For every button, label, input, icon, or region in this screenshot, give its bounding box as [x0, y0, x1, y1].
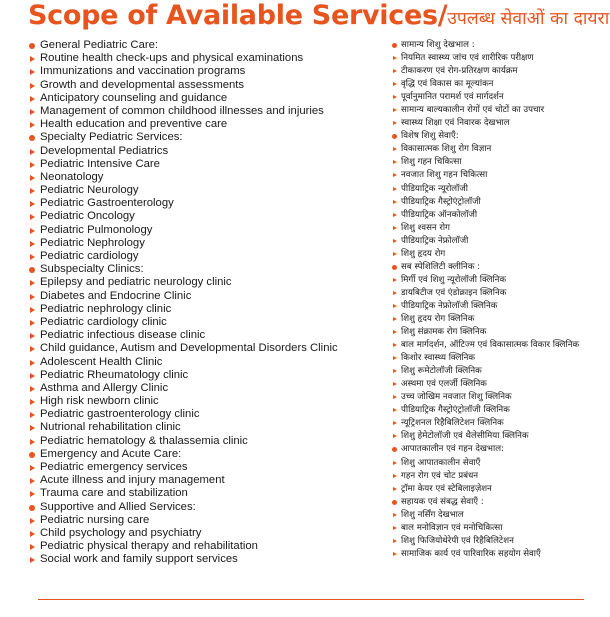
bullet-arrow-icon — [30, 531, 35, 537]
list-item-text: Pediatric Intensive Care — [40, 157, 160, 170]
list-item-text: Subspecialty Clinics: — [40, 263, 144, 276]
list-item-text: पीडियाट्रिक ऑनकोलॉजी — [401, 209, 478, 220]
list-item — [28, 316, 380, 329]
bullet-arrow-icon — [30, 201, 35, 207]
list-item — [28, 303, 380, 316]
bullet-arrow-icon — [393, 69, 397, 73]
bullet-arrow-icon — [393, 121, 397, 125]
list-item — [28, 329, 380, 342]
list-item-text: Anticipatory counseling and guidance — [40, 91, 228, 104]
list-item-text: Pediatric Pulmonology — [40, 223, 153, 236]
list-item-text: Nutrional rehabilitation clinic — [40, 421, 181, 434]
bullet-dot-icon — [392, 134, 397, 139]
list-item-text: स्वास्थ्य शिक्षा एवं निवारक देखभाल — [401, 118, 510, 129]
list-item — [28, 118, 380, 131]
bullet-arrow-icon — [393, 108, 397, 112]
bullet-arrow-icon — [30, 320, 35, 326]
bullet-dot-icon — [29, 135, 35, 141]
bullet-dot-icon — [29, 505, 35, 511]
list-item — [392, 470, 610, 483]
bullet-arrow-icon — [30, 109, 35, 115]
category-heading — [28, 131, 380, 144]
list-item-text: सामाजिक कार्य एवं पारिवारिक सहयोग सेवाएँ — [401, 548, 541, 559]
list-item — [28, 382, 380, 395]
list-item-text: Developmental Pediatrics — [40, 144, 169, 157]
bullet-arrow-icon — [393, 513, 397, 517]
bullet-arrow-icon — [393, 434, 397, 438]
list-item — [28, 369, 380, 382]
list-item-text: Pediatric Neurology — [40, 184, 139, 197]
list-item — [392, 143, 610, 156]
list-item-text: Pediatric Nephrology — [40, 236, 145, 249]
list-item-text: ट्रॉमा केयर एवं स्टेबिलाइज़ेशन — [401, 483, 492, 494]
list-item — [28, 342, 380, 355]
page-title-english: Scope of Available Services/ — [28, 0, 448, 31]
list-item-text: पीडियाट्रिक नेफ्रोलॉजी क्लिनिक — [401, 300, 498, 311]
list-item — [28, 224, 380, 237]
list-item-text: Social work and family support services — [40, 553, 238, 566]
bullet-arrow-icon — [30, 346, 35, 352]
list-item-text: Pediatric emergency services — [40, 461, 188, 473]
list-item — [392, 209, 610, 222]
list-item — [392, 535, 610, 548]
list-item — [392, 430, 610, 443]
list-item-text: शिशु हेमेटोलॉजी एवं थैलेसीमिया क्लिनिक — [401, 431, 529, 442]
list-item — [28, 237, 380, 250]
list-item-text: पीडियाट्रिक नेफ्रोलॉजी — [401, 235, 469, 246]
bullet-arrow-icon — [393, 173, 397, 177]
bullet-arrow-icon — [30, 56, 35, 62]
list-item-text: बाल मार्गदर्शन, ऑटिज्म एवं विकासात्मक विकार क्लिनिक — [401, 340, 580, 351]
list-item — [392, 509, 610, 522]
list-item — [392, 287, 610, 300]
list-item — [28, 250, 380, 263]
list-item-text: Trauma care and stabilization — [40, 487, 188, 500]
list-item-text: Pediatric Oncology — [40, 210, 135, 223]
list-item — [392, 339, 610, 352]
bullet-arrow-icon — [393, 95, 397, 99]
list-item-text: Pediatric Rheumatology clinic — [40, 368, 189, 381]
list-item-text: गहन रोग एवं चोट प्रबंधन — [401, 470, 479, 481]
english-services-list — [28, 39, 380, 567]
bullet-arrow-icon — [393, 330, 397, 334]
category-heading — [392, 496, 610, 509]
category-heading — [392, 261, 610, 274]
list-item-text: अस्थमा एवं एलर्जी क्लिनिक — [401, 379, 487, 390]
list-item — [392, 404, 610, 417]
list-item-text: डायबिटीज एवं एंडोक्राइन क्लिनिक — [401, 287, 507, 298]
list-item — [392, 235, 610, 248]
bullet-arrow-icon — [393, 278, 397, 282]
list-item-text: Specialty Pediatric Services: — [40, 131, 183, 144]
list-item — [392, 391, 610, 404]
bullet-dot-icon — [29, 452, 35, 458]
list-item — [392, 78, 610, 91]
bullet-arrow-icon — [393, 304, 397, 308]
list-item-text: Management of common childhood illnesses and injuries — [40, 104, 324, 117]
list-item-text: Epilepsy and pediatric neurology clinic — [40, 276, 232, 289]
list-item — [28, 210, 380, 223]
list-item-text: Supportive and Allied Services: — [40, 500, 196, 513]
bullet-arrow-icon — [393, 356, 397, 360]
list-item-text: Routine health check-ups and physical examinations — [40, 52, 304, 65]
list-item — [392, 313, 610, 326]
list-item — [392, 483, 610, 496]
list-item — [28, 421, 380, 434]
bottom-divider — [38, 599, 584, 600]
bullet-arrow-icon — [30, 188, 35, 194]
hindi-services-list — [392, 39, 610, 561]
list-item-text: किशोर स्वास्थ्य क्लिनिक — [401, 353, 476, 364]
list-item — [28, 514, 380, 527]
bullet-arrow-icon — [393, 187, 397, 191]
list-item — [28, 276, 380, 289]
list-item — [392, 52, 610, 65]
bullet-arrow-icon — [393, 291, 397, 295]
category-heading — [28, 263, 380, 276]
bullet-arrow-icon — [393, 82, 397, 86]
bullet-dot-icon — [29, 43, 35, 49]
bullet-arrow-icon — [30, 373, 35, 379]
list-item — [392, 326, 610, 339]
list-item-text: Pediatric infectious disease clinic — [40, 329, 206, 342]
list-item-text: Pediatric hematology & thalassemia clinic — [40, 434, 248, 447]
bullet-arrow-icon — [393, 474, 397, 478]
list-item — [28, 105, 380, 118]
list-item — [392, 222, 610, 235]
list-item — [28, 553, 380, 566]
list-item-text: Immunizations and vaccination programs — [40, 65, 246, 78]
category-heading — [28, 39, 380, 52]
list-item — [28, 92, 380, 105]
list-item-text: Diabetes and Endocrine Clinic — [40, 289, 192, 302]
bullet-arrow-icon — [30, 425, 35, 431]
list-item — [28, 197, 380, 210]
list-item-text: Pediatric physical therapy and rehabilitation — [40, 540, 258, 553]
list-item — [28, 461, 380, 474]
category-heading — [28, 448, 380, 461]
list-item — [28, 356, 380, 369]
bullet-arrow-icon — [393, 382, 397, 386]
list-item-text: Health education and preventive care — [40, 118, 228, 131]
list-item — [392, 457, 610, 470]
list-item-text: High risk newborn clinic — [40, 395, 159, 408]
list-item — [392, 352, 610, 365]
bullet-arrow-icon — [30, 518, 35, 524]
page-title-hindi: उपलब्ध सेवाओं का दायरा — [447, 9, 610, 29]
list-item — [392, 117, 610, 130]
list-item-text: Growth and developmental assessments — [40, 78, 245, 91]
bullet-arrow-icon — [393, 317, 397, 321]
list-item-text: नियमित स्वास्थ्य जांच एवं शारीरिक परीक्षण — [401, 53, 534, 64]
list-item-text: विकासात्मक शिशु रोग विज्ञान — [401, 144, 492, 155]
bullet-arrow-icon — [30, 96, 35, 102]
bullet-arrow-icon — [30, 307, 35, 313]
bullet-arrow-icon — [30, 175, 35, 181]
bullet-arrow-icon — [30, 399, 35, 405]
category-heading — [392, 443, 610, 456]
bullet-arrow-icon — [393, 526, 397, 530]
bullet-arrow-icon — [393, 213, 397, 217]
bullet-arrow-icon — [30, 294, 35, 300]
list-item — [28, 435, 380, 448]
bullet-dot-icon — [392, 500, 397, 505]
bullet-arrow-icon — [30, 544, 35, 550]
list-item — [28, 487, 380, 500]
bullet-arrow-icon — [30, 83, 35, 89]
list-item-text: Acute illness and injury management — [40, 474, 225, 487]
list-item-text: सहायक एवं संबद्ध सेवाएँ : — [401, 496, 484, 507]
bullet-arrow-icon — [393, 421, 397, 425]
list-item-text: पूर्वानुमानित परामर्श एवं मार्गदर्शन — [401, 92, 504, 103]
list-item-text: वृद्धि एवं विकास का मूल्यांकन — [401, 79, 494, 90]
bullet-dot-icon — [392, 265, 397, 270]
list-item-text: Pediatric cardiology — [40, 250, 139, 262]
bullet-arrow-icon — [30, 412, 35, 418]
bullet-arrow-icon — [30, 122, 35, 128]
list-item — [28, 79, 380, 92]
bullet-arrow-icon — [393, 552, 397, 556]
list-item-text: शिशु रूमेटोलॉजी क्लिनिक — [401, 366, 482, 377]
list-item — [28, 540, 380, 553]
category-heading — [28, 501, 380, 514]
bullet-arrow-icon — [30, 69, 35, 75]
bullet-arrow-icon — [393, 408, 397, 412]
list-item-text: Child psychology and psychiatry — [40, 526, 202, 539]
list-item — [392, 300, 610, 313]
list-item-text: पीडियाट्रिक न्यूरोलॉजी — [401, 183, 468, 194]
list-item-text: शिशु फिजियोथेरेपी एवं रिहैबिलिटेशन — [401, 535, 514, 546]
bullet-arrow-icon — [30, 254, 35, 260]
bullet-arrow-icon — [30, 214, 35, 220]
list-item — [392, 378, 610, 391]
list-item-text: Emergency and Acute Care: — [40, 447, 182, 460]
list-item-text: शिशु हृदय रोग क्लिनिक — [401, 313, 475, 324]
bullet-dot-icon — [392, 43, 397, 48]
bullet-arrow-icon — [30, 360, 35, 366]
list-item — [392, 522, 610, 535]
list-item-text: आपातकालीन एवं गहन देखभाल: — [401, 444, 504, 455]
list-item — [392, 417, 610, 430]
bullet-arrow-icon — [30, 386, 35, 392]
bullet-arrow-icon — [30, 162, 35, 168]
list-item — [28, 171, 380, 184]
bullet-arrow-icon — [393, 226, 397, 230]
list-item-text: Pediatric gastroenterology clinic — [40, 408, 200, 421]
list-item-text: पीडियाट्रिक गैस्ट्रोएंट्रोलॉजी क्लिनिक — [401, 405, 510, 416]
bullet-arrow-icon — [30, 228, 35, 234]
list-item-text: Pediatric cardiology clinic — [40, 315, 167, 328]
list-item-text: शिशु आपातकालीन सेवाएँ — [401, 457, 481, 468]
list-item-text: Adolescent Health Clinic — [40, 355, 163, 368]
bullet-arrow-icon — [393, 160, 397, 164]
bullet-arrow-icon — [393, 461, 397, 465]
bullet-dot-icon — [392, 447, 397, 452]
list-item — [392, 196, 610, 209]
list-item-text: बाल मनोविज्ञान एवं मनोचिकित्सा — [401, 522, 503, 533]
list-item-text: सामान्य शिशु देखभाल : — [401, 40, 475, 50]
list-item-text: विशेष शिशु सेवाएँ: — [401, 131, 459, 142]
bullet-arrow-icon — [30, 491, 35, 497]
list-item-text: मिर्गी एवं शिशु न्यूरोलॉजी क्लिनिक — [401, 274, 507, 285]
list-item-text: शिशु नर्सिंग देखभाल — [401, 509, 464, 520]
bullet-arrow-icon — [393, 395, 397, 399]
bullet-arrow-icon — [30, 557, 35, 563]
bullet-arrow-icon — [30, 465, 35, 471]
list-item — [28, 52, 380, 65]
list-item-text: सब स्पेशिलिटी क्लीनिक : — [401, 261, 481, 272]
bullet-arrow-icon — [393, 200, 397, 204]
list-item-text: Pediatric nephrology clinic — [40, 302, 172, 315]
bullet-arrow-icon — [393, 147, 397, 151]
category-heading — [392, 39, 610, 52]
list-item — [28, 184, 380, 197]
list-item — [28, 395, 380, 408]
list-item-text: नवजात शिशु गहन चिकित्सा — [401, 170, 488, 181]
list-item — [392, 169, 610, 182]
list-item-text: शिशु श्वसन रोग — [401, 222, 450, 233]
bullet-arrow-icon — [393, 539, 397, 543]
list-item — [28, 408, 380, 421]
list-item-text: न्यूट्रिशनल रिहैबिलिटेशन क्लिनिक — [401, 418, 504, 429]
list-item — [28, 474, 380, 487]
list-item-text: सामान्य बाल्यकालीन रोगों एवं चोटों का उपचार — [401, 105, 545, 116]
list-item-text: शिशु गहन चिकित्सा — [401, 157, 462, 168]
list-item-text: Pediatric Gastroenterology — [40, 197, 174, 210]
list-item — [392, 274, 610, 287]
list-item — [392, 156, 610, 169]
category-heading — [392, 130, 610, 143]
bullet-arrow-icon — [30, 439, 35, 445]
bullet-arrow-icon — [30, 241, 35, 247]
bullet-arrow-icon — [30, 478, 35, 484]
list-item — [28, 290, 380, 303]
list-item — [392, 365, 610, 378]
list-item-text: उच्च जोखिम नवजात शिशु क्लिनिक — [401, 392, 512, 403]
list-item — [392, 104, 610, 117]
list-item-text: पीडियाट्रिक गैस्ट्रोएंट्रोलॉजी — [401, 196, 481, 207]
list-item — [392, 65, 610, 78]
list-item — [392, 183, 610, 196]
list-item — [392, 548, 610, 561]
list-item-text: Child guidance, Autism and Developmental Disorders Clinic — [40, 342, 338, 355]
bullet-arrow-icon — [393, 56, 397, 60]
bullet-arrow-icon — [30, 333, 35, 339]
list-item-text: Pediatric nursing care — [40, 513, 150, 526]
list-item-text: General Pediatric Care: — [40, 39, 159, 51]
list-item-text: Neonatology — [40, 170, 104, 183]
list-item-text: टीकाकरण एवं रोग-प्रतिरक्षण कार्यक्रम — [401, 66, 518, 77]
bullet-arrow-icon — [393, 239, 397, 243]
bullet-arrow-icon — [393, 252, 397, 256]
list-item — [28, 145, 380, 158]
page-title — [28, 0, 610, 42]
list-item — [28, 158, 380, 171]
list-item-text: Asthma and Allergy Clinic — [40, 381, 169, 394]
list-item — [392, 91, 610, 104]
bullet-dot-icon — [29, 267, 35, 273]
bullet-arrow-icon — [393, 369, 397, 373]
bullet-arrow-icon — [393, 487, 397, 491]
list-item-text: शिशु हृदय रोग — [401, 248, 446, 259]
list-item — [392, 248, 610, 261]
list-item-text: शिशु संक्रामक रोग क्लिनिक — [401, 327, 487, 338]
bullet-arrow-icon — [30, 280, 35, 286]
bullet-arrow-icon — [393, 343, 397, 347]
bullet-arrow-icon — [30, 149, 35, 155]
list-item — [28, 65, 380, 78]
list-item — [28, 527, 380, 540]
